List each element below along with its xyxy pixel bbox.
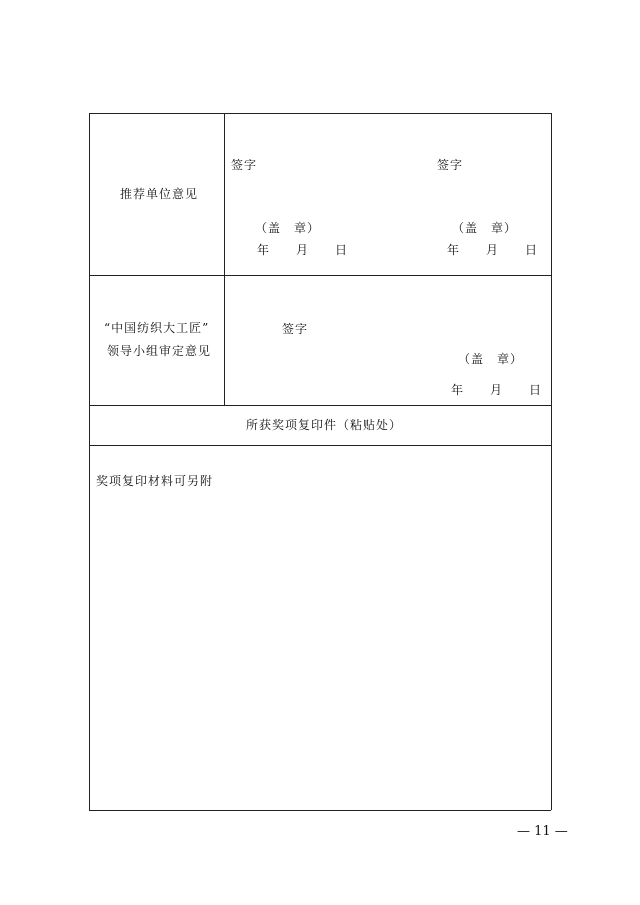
table-right-border [551, 113, 552, 810]
recommend-sign-right: 签字 [437, 158, 464, 172]
group-label-line1: “中国纺织大工匠” [104, 321, 210, 335]
group-seal: （盖 章） [458, 352, 524, 366]
recommend-seal-right: （盖 章） [452, 221, 518, 235]
column-divider [224, 113, 225, 405]
row-divider-2 [89, 405, 551, 406]
recommend-date-right: 年 月 日 [447, 243, 539, 257]
group-date: 年 月 日 [451, 383, 543, 397]
table-bottom-border [89, 810, 551, 811]
row-divider-3 [89, 445, 551, 446]
recommend-seal-left: （盖 章） [255, 221, 321, 235]
recommend-unit-label: 推荐单位意见 [120, 187, 199, 201]
recommend-sign-left: 签字 [231, 158, 258, 172]
recommend-date-left: 年 月 日 [257, 243, 349, 257]
group-sign: 签字 [282, 322, 309, 336]
table-left-border [89, 113, 90, 810]
table-top-border [89, 113, 551, 114]
awards-header: 所获奖项复印件（粘贴处） [246, 418, 403, 432]
awards-note: 奖项复印材料可另附 [96, 474, 214, 488]
row-divider-1 [89, 275, 551, 276]
page-number: — 11 — [517, 824, 568, 839]
group-label-line2: 领导小组审定意见 [107, 344, 212, 358]
